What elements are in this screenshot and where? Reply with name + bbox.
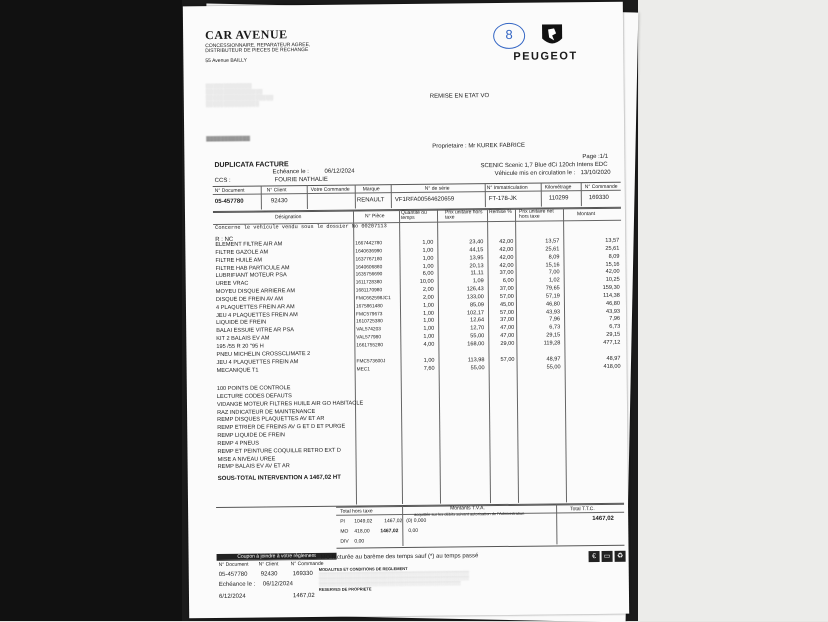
line-designation: MOYEU DISQUE ARRIERE AM [215,288,296,296]
line-discount: 29,00 [500,340,515,347]
line-unit: 168,00 [467,341,485,348]
line-designation: 4 PLAQUETTES FREIN AR AM [215,303,295,311]
line-unit: 133,00 [466,294,484,301]
mo-value: 418,00 [354,528,370,535]
col-unit-price [437,239,484,373]
line-unit: 113,98 [467,356,485,364]
company-logo: CAR AVENUE [205,27,288,43]
coupon-header-document: N° Document [218,561,249,568]
line-designation: PNEU MICHELIN CROSSCLIMATE 2 [216,350,311,358]
ttc-value: 1467,02 [592,515,614,523]
line-unit: 126,43 [466,286,484,293]
line-net: 119,28 [543,340,561,347]
operation-line: REMP 4 PNEUS [217,440,259,447]
line-discount: 42,00 [499,262,514,269]
line-designation: FILTRE HAB PARTICULE AM [215,264,290,272]
due-label: Echéance le : [272,169,309,176]
col-designation [215,241,352,376]
line-part: 1640636990 [355,249,383,255]
info-document-number: 05-457780 [214,198,244,205]
operation-line: LECTURE CODES DEFAUTS [216,393,292,400]
div-label: DIV [340,538,349,545]
line-designation: BALAI ESSUIE VITRE AR PSA [216,327,294,335]
ccs-label: CCS : [214,177,231,184]
line-amount: 42,00 [605,269,620,276]
line-discount: 37,00 [499,270,514,277]
line-qty: 7,60 [423,365,435,372]
line-amount: 159,30 [602,284,620,292]
line-part: 1637767180 [355,256,383,263]
peugeot-lion-icon [539,22,565,48]
line-unit: 13,95 [469,254,484,262]
coupon-command: 169330 [292,570,313,578]
mo-total: 1467,02 [380,528,399,535]
line-net: 46,80 [545,301,560,308]
line-qty: 1,00 [422,247,434,254]
line-discount: 42,00 [499,246,514,253]
operation-line: REMP BALAIS EV AV ET AR [217,463,290,471]
col-header-net: Prix unitaire net hors taxe [518,208,554,220]
col-net-price [515,238,560,372]
line-part: 1681170980 [355,288,383,294]
intro-line: Concerne le vehicule vendu sous le dossier No 00207113 [215,223,387,231]
line-amount: 13,57 [605,237,620,244]
line-designation: FILTRE HUILE AM [215,257,263,264]
tva-amount: 0,00 [408,527,419,534]
line-designation: FILTRE GAZOLE AM [215,249,269,256]
line-amount: 29,15 [606,331,621,339]
col-quantity [399,240,434,374]
line-unit: 102,17 [466,309,485,316]
line-unit: 12,64 [470,317,485,324]
line-qty: 2,00 [422,294,434,301]
line-qty: 1,00 [422,263,434,270]
line-amount: 114,38 [603,292,620,299]
operations-list [217,384,364,472]
line-part: 1675861480 [355,303,383,310]
line-amount: 15,16 [605,261,620,268]
line-qty: 1,00 [423,357,435,364]
footer-icons [586,545,625,563]
brand-name: PEUGEOT [513,50,578,63]
operation-line: REMP ET PEINTURE COQUILLE RETRO EXT D [217,447,341,455]
line-qty: 2,00 [422,286,434,293]
col-header-qty: Quantité ou temps [400,209,427,222]
line-qty: 1,00 [423,318,435,325]
reserve-title: RESERVES DE PROPRIETE [318,586,372,592]
line-amount: 8,09 [608,253,620,260]
line-unit: 23,40 [469,239,484,246]
ccs-value: FOURIE NATHALIE [274,176,328,184]
line-qty: 1,00 [423,325,435,333]
line-part: 1611728380 [355,280,383,286]
total-ht-header: Total hors taxe [340,508,373,515]
line-net: 55,00 [546,363,561,371]
line-net: 79,65 [545,285,560,292]
line-unit: 55,00 [470,364,485,371]
line-qty: 6,00 [422,271,434,278]
line-part: MEC1 [356,366,370,373]
line-part: 1610725380 [356,319,383,325]
line-unit: 20,13 [469,262,484,269]
line-net: 1,02 [548,277,560,284]
info-header-registration: N° Immatriculation [486,184,528,192]
line-discount: 42,00 [499,254,514,261]
line-discount: 45,00 [499,301,514,308]
line-part: 1661755280 [356,343,384,349]
mo-label: MO [340,528,349,535]
info-brand: RENAULT [356,197,385,204]
line-part: VAL577980 [356,335,382,341]
company-contact: ░░░░░░░░░░░░░ ░░░░░░░░░░░░░░░░ ░░░░░░░░░░░░░░░░░░░ ░░░░░░░░░░░░░░░ [205,83,274,109]
info-registration: FT-178-JK [488,195,517,203]
vehicle-model: SCENIC Scenic 1,7 Blue dCi 120ch Intens EDC [480,161,608,170]
info-mileage: 110299 [548,195,569,202]
line-amount: 25,61 [605,245,620,252]
line-amount: 7,96 [609,316,621,323]
due-date: 06/12/2024 [324,168,355,175]
coupon-amount: 1467,02 [292,592,315,600]
line-part: 1635756690 [355,272,383,278]
line-amount: 477,12 [603,339,621,346]
line-net: 8,09 [548,254,560,261]
line-designation: ELEMENT FILTRE AIR AM [215,241,283,248]
info-header-brand: Marque [362,186,380,193]
line-designation: UREE VRAC [215,280,249,288]
line-designation: DISQUE DE FREIN AV AM [215,296,283,303]
ttc-header: Total T.T.C. [570,506,595,513]
circulation-label: Véhicule mis en circulation le : [494,170,576,178]
rnc-label: R : NC [215,236,234,243]
certification-logo: ▓▓▓▓▓▓▓▓▓▓▓▓ [206,135,250,143]
line-part: FMC579673 [356,311,383,318]
line-amount: 10,25 [605,276,620,284]
pi-label: PI [340,518,345,525]
coupon-client: 92430 [260,571,278,578]
line-net: 57,19 [545,293,560,300]
line-net: 7,96 [549,316,561,323]
line-discount: 37,00 [500,317,515,324]
line-net: 13,57 [545,238,560,245]
operation-line: REMP ETRIER DE FREINS AV G ET D ET PURGE [217,423,346,432]
coupon-title: Coupon à joindre à votre règlement [217,553,337,560]
work-type: REMISE EN ETAT VO [429,93,490,100]
line-part: 1640606880 [355,264,383,271]
col-part-number [355,240,398,374]
line-discount [489,364,515,372]
line-part: FMC573600J [356,358,386,365]
line-amount: 46,80 [605,300,620,307]
line-part: FMC662598JC1 [355,296,391,302]
operation-line: REMP DISQUES PLAQUETTES AV ET AR [217,416,325,424]
col-header-designation: Désignation [274,214,302,221]
line-designation: LUBRIFIANT MOTEUR PSA [215,272,287,280]
line-qty: 10,00 [419,278,434,286]
company-address: 55 Avenue BAILLY [205,57,247,65]
operation-line: RAZ INDICATEUR DE MAINTENANCE [217,408,316,416]
ht-total: 1467,02 [384,518,403,525]
line-discount: 57,00 [500,356,515,363]
legal-title: MODALITES ET CONDITIONS DE REGLEMENT [318,565,408,572]
legal-text: ░░░░░░░░░░░░░░░░░░░░░░░░░░░░░░░░░░░░░░░░░░░░░░░░░░░░░ ░░░░░░░░░░░░░░░░░░░░░░░░░░░░░░░░░░░░░░░░░░░░░░░░░░░░░ ░░░░░░░░░░░░░░░░░░░░░░░░░░░░░░░░░░░░░░░░░░░░░░░░░░ [318,570,470,587]
div-value: 0,00 [354,538,365,545]
handwritten-stamp: 8 [493,23,525,49]
line-qty: 1,00 [422,239,434,246]
line-qty: 1,00 [423,333,435,340]
tva-note: acquittée sur les débits suivant autorisation de l'Administration [414,510,525,517]
line-net: 7,00 [548,269,560,276]
line-designation: JEU 4 PLAQUETTES FREIN AM [216,358,299,366]
coupon-header-command: N° Commande [290,560,324,568]
pi-value: 1049,02 [354,518,373,525]
circulation-date: 13/10/2020 [580,169,611,177]
info-client-number: 92430 [270,198,288,205]
tva-header: Montants T.V.A. [450,505,485,512]
line-discount: 42,00 [499,238,514,246]
line-discount: 6,00 [502,278,514,285]
coupon-due-label: Echéance le : [218,581,256,588]
coupon-due-date: 06/12/2024 [262,581,293,588]
owner: Proprietaire : Mr KUREK FABRICE [432,142,526,150]
coupon-header-client: N° Client [258,561,279,568]
tva-rate: (0) 0,000 [406,517,427,525]
col-header-amount: Montant [576,211,596,218]
line-discount: 37,00 [499,285,514,293]
info-header-client: N° Client [266,187,287,194]
subtotal: SOUS-TOTAL INTERVENTION A 1467,02 HT [217,474,341,482]
line-amount: 48,97 [606,355,621,362]
operation-line: REMP LIQUIDE DE FREIN [217,432,285,440]
line-amount: 418,00 [603,363,621,370]
line-designation: MECANIQUE T1 [216,367,259,374]
line-qty: 4,00 [423,341,435,348]
coupon-date: 6/12/2024 [218,593,246,600]
operation-line: VIDANGE MOTEUR FILTRES HUILE AIR GO HABITACLE [216,400,364,408]
line-qty: 1,00 [422,255,434,262]
document-title: DUPLICATA FACTURE [214,161,289,169]
line-amount: 6,73 [609,324,621,331]
line-net: 6,73 [549,324,561,331]
line-discount: 47,00 [500,325,515,332]
line-designation: JEU 4 PLAQUETTES FREIN AM [216,311,298,319]
line-discount: 57,00 [499,293,514,300]
line-designation: 195 /55 R 20 "95 H [216,343,264,350]
col-header-discount: Remise % [488,208,512,216]
info-header-mileage: Kilométrage [544,184,572,191]
mo-note: MO facturée au barème des temps sauf (*) au temps passé [320,553,479,561]
background-right [638,0,828,621]
operation-line: 100 POINTS DE CONTROLE [216,385,291,392]
col-amount [563,238,620,372]
col-header-part: N° Pièce [364,213,385,220]
info-serial: VF1RFA00564620659 [394,196,455,204]
line-unit: 85,09 [469,301,484,309]
info-header-serial: N° de série [424,185,450,192]
line-part: 1667442780 [355,241,383,247]
line-unit: 12,70 [470,325,485,332]
line-designation: KIT 2 BALAIS EV AM [216,335,270,343]
payment-icon: € [589,551,600,562]
operation-line: MISE A NIVEAU UREE [217,455,276,463]
invoice-sheet [183,2,629,619]
line-amount: 43,93 [605,308,621,315]
info-header-order: Votre Commande [310,186,350,193]
line-part: VAL574203 [356,327,381,333]
info-header-document: N° Document [214,187,245,194]
line-net: 43,93 [545,308,561,316]
recycle-icon: ♻ [615,551,626,562]
line-net: 15,16 [545,261,560,269]
line-designation: LIQUIDE DE FREIN [216,319,267,327]
background-left [0,0,186,621]
line-net: 48,97 [546,356,561,363]
line-discount: 47,00 [500,332,515,340]
info-command: 169330 [588,194,609,202]
line-unit: 11,11 [470,270,484,277]
line-net: 25,61 [545,246,560,253]
line-unit: 44,15 [469,247,484,254]
col-header-unit: Prix unitaire hors taxe [444,209,483,221]
line-net: 29,15 [546,332,561,339]
coupon-document: 05-457780 [218,571,248,578]
line-unit: 1,09 [472,278,484,285]
company-tagline: CONCESSIONNAIRE, REPARATEUR AGREE, DISTRIBUTEUR DE PIECES DE RECHANGE [205,41,311,55]
line-qty: 1,00 [423,310,435,317]
line-discount: 57,00 [500,309,515,316]
card-icon: ▭ [602,551,613,562]
page-number: Page :1/1 [582,153,609,161]
line-unit: 55,00 [470,333,485,340]
line-qty: 1,00 [423,302,434,309]
col-discount [487,239,514,373]
info-header-command: N° Commande [584,183,618,191]
